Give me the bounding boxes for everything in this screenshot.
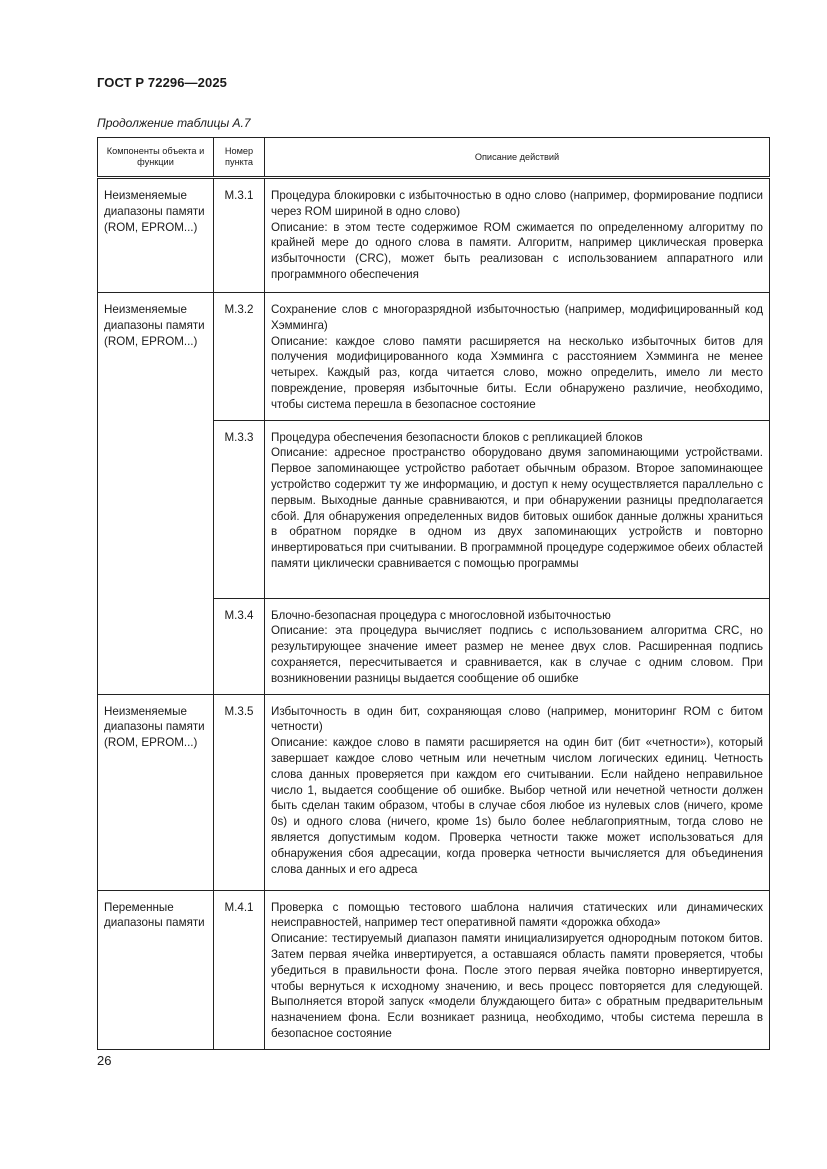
component-cell bbox=[98, 420, 214, 598]
table-row bbox=[98, 293, 770, 421]
item-number-cell: M.3.4 bbox=[214, 598, 265, 694]
table-row bbox=[98, 694, 770, 890]
procedure-title: Процедура обеспечения безопасности блоков с репликацией блоков bbox=[271, 430, 643, 444]
component-cell: Неизменяемые диапазоны памяти (ROM, EPROM...) bbox=[98, 178, 214, 293]
item-number-cell: M.3.1 bbox=[214, 178, 265, 293]
procedure-description: Описание: в этом тесте содержимое ROM сжимается по определенному алгоритму по крайней мере до одного слова в памяти. Алгоритм, например циклическая проверка избыточности (CRC), может быть реализован с использованием аппаратного или программного обеспечения bbox=[271, 220, 763, 281]
table-caption: Продолжение таблицы А.7 bbox=[97, 116, 251, 130]
procedure-description: Описание: каждое слово памяти расширяется на несколько избыточных битов для получения модифицированного кода Хэмминга с расстоянием Хэмминга не менее четырех. Каждый раз, когда читается слово, можно определить, имело ли место повреждение, проверяя избыточные биты. Если обнаружено различие, необходимо, чтобы система перешла в безопасное состояние bbox=[271, 334, 763, 411]
description-cell bbox=[265, 598, 770, 694]
table-row bbox=[98, 890, 770, 1049]
description-cell bbox=[265, 890, 770, 1049]
procedure-description: Описание: адресное пространство оборудовано двумя запоминающими устройствами. Первое запоминающее устройство работает обычным образом. Второе запоминающее устройство содержит ту же информацию, и доступ к нему осуществляется параллельно с первым. Выходные данные сравниваются, и при обнаружении разницы предполагается сбой. Для обнаружения определенных видов битовых ошибок данные должны храниться в обратном порядке в одном из двух запоминающих устройств и повторно инвертироваться при считывании. В программной процедуре содержимое обеих областей памяти циклически сравнивается с помощью программы bbox=[271, 446, 763, 570]
description-cell bbox=[265, 293, 770, 421]
description-cell bbox=[265, 178, 770, 293]
component-cell: Неизменяемые диапазоны памяти (ROM, EPROM...) bbox=[98, 293, 214, 421]
item-number-cell: M.3.5 bbox=[214, 694, 265, 890]
component-cell bbox=[98, 598, 214, 694]
document-code: ГОСТ Р 72296—2025 bbox=[97, 75, 227, 90]
procedure-title: Избыточность в один бит, сохраняющая слово (например, мониторинг ROM с битом четности) bbox=[271, 704, 763, 734]
item-number-cell: M.3.2 bbox=[214, 293, 265, 421]
component-cell: Переменные диапазоны памяти bbox=[98, 890, 214, 1049]
actions-table bbox=[97, 137, 770, 1050]
page-number: 26 bbox=[97, 1053, 112, 1068]
table-row bbox=[98, 178, 770, 293]
procedure-title: Блочно-безопасная процедура с многословной избыточностью bbox=[271, 608, 611, 622]
column-header-description: Описание действий bbox=[265, 138, 770, 178]
procedure-title: Сохранение слов с многоразрядной избыточностью (например, модифицированный код Хэмминга) bbox=[271, 303, 763, 332]
procedure-description: Описание: эта процедура вычисляет подпись с использованием алгоритма CRC, но результирующее значение имеет размер не менее двух слов. Расширенная подпись сохраняется, пересчитывается и сравнивается, как в случае с одним словом. При возникновении разницы выдается сообщение об ошибке bbox=[271, 624, 763, 685]
description-cell bbox=[265, 694, 770, 890]
column-header-number: Номер пункта bbox=[214, 138, 265, 178]
item-number-cell: M.4.1 bbox=[214, 890, 265, 1049]
item-number-cell: M.3.3 bbox=[214, 420, 265, 598]
description-cell bbox=[265, 420, 770, 598]
table-header-row bbox=[98, 138, 770, 178]
table-row bbox=[98, 598, 770, 694]
procedure-description: Описание: каждое слово в памяти расширяется на один бит (бит «четности»), который завершает каждое слово четным или нечетным числом логических единиц. Четность слова данных проверяется при каждом его считывании. Если найдено неправильное число 1, выдается сообщение об ошибке. Выбор четной или нечетной четности должен быть сделан таким образом, чтобы в случае сбоя любое из нулевых слов (ничего, кроме 0s) и одного слова (ничего, кроме 1s) было более неблагоприятным, тогда слово не является допустимым кодом. Проверка четности также может использоваться для обнаружения сбоя адресации, когда проверка четности вычисляется для объединения слова данных и его адреса bbox=[271, 736, 763, 876]
table-row bbox=[98, 420, 770, 598]
component-cell: Неизменяемые диапазоны памяти (ROM, EPROM...) bbox=[98, 694, 214, 890]
procedure-title: Процедура блокировки с избыточностью в одно слово (например, формирование подписи через ROM шириной в одно слово) bbox=[271, 189, 763, 218]
procedure-title: Проверка с помощью тестового шаблона наличия статических или динамических неисправностей, например тест оперативной памяти «дорожка обхода» bbox=[271, 900, 763, 930]
column-header-components: Компоненты объекта и функции bbox=[98, 138, 214, 178]
procedure-description: Описание: тестируемый диапазон памяти инициализируется однородным потоком битов. Затем первая ячейка инвертируется, а оставшаяся область памяти проверяется, чтобы убедиться в правильности фона. После этого первая ячейка повторно инвертируется, чтобы вернуться к исходному значению, и весь процесс повторяется для следующей. Выполняется второй запуск «модели блуждающего бита» с обратным предварительным назначением фона. Если возникает разница, необходимо, чтобы система перешла в безопасное состояние bbox=[271, 932, 763, 1040]
